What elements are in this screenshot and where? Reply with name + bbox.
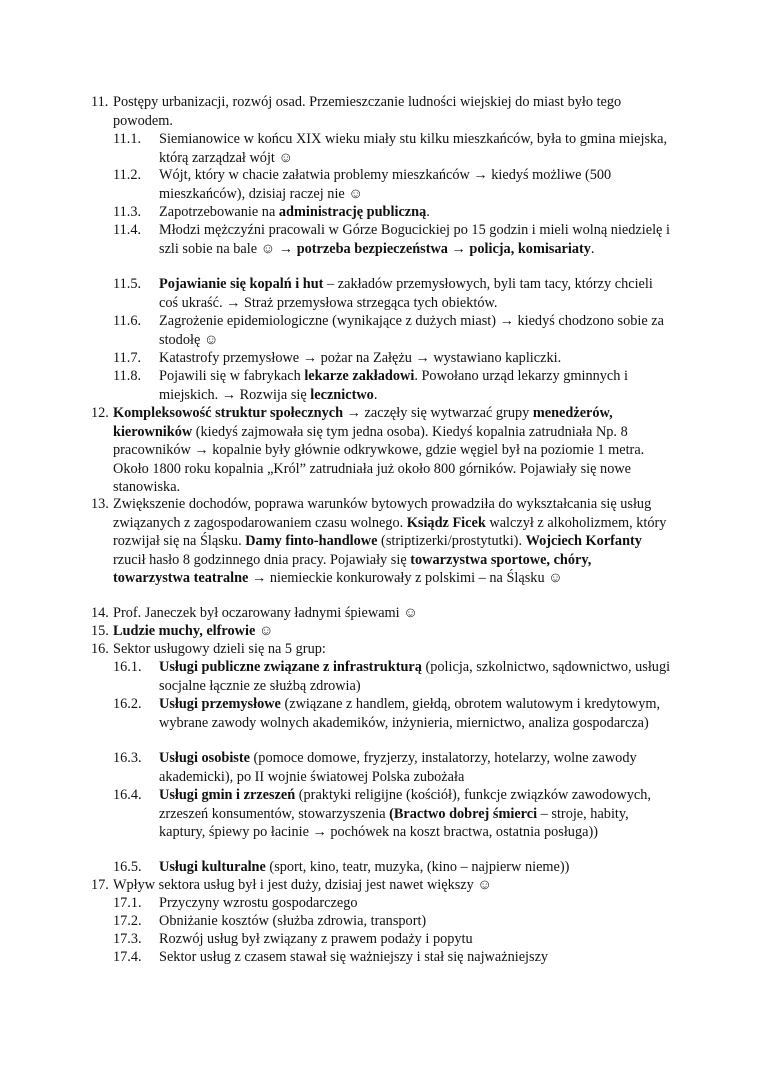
- item-number: 14.: [91, 605, 109, 621]
- item-text: Zwiększenie dochodów, poprawa warunków bytowych prowadziła do wykształcania się usług związanych z zagospodarowaniem czasu wolnego. Ksiądz Ficek walczył z alkoholizmem, który rozwijał się na Śląsku. Damy finto-handlowe (striptizerki/prostytutki). Wojciech Korfanty rzucił hasło 8 godzinnego dnia pracy. Pojawiały się towarzystwa sportowe, chóry, towarzystwa teatralne → niemieckie konkurowały z polskimi – na Śląsku ☺: [113, 496, 667, 587]
- list-item-17-1: [113, 894, 673, 913]
- item-number: 11.6.: [113, 313, 142, 329]
- item-text: Sektor usług z czasem stawał się ważniejszy i stał się najważniejszy: [159, 949, 549, 965]
- item-text: Siemianowice w końcu XIX wieku miały stu kilku mieszkańców, była to gmina miejska, którą zarządzał wójt ☺: [159, 131, 668, 166]
- item-number: 12.: [91, 405, 109, 421]
- list-item-11-1: [113, 130, 673, 167]
- list-item-14: [91, 604, 669, 623]
- item-number: 11.8.: [113, 368, 142, 384]
- list-item-11-6: [113, 312, 673, 349]
- list-item-16: [91, 640, 669, 659]
- item-text: Wójt, który w chacie załatwia problemy mieszkańców → kiedyś możliwe (500 mieszkańców), dzisiaj raczej nie ☺: [159, 167, 612, 202]
- item-number: 17.2.: [113, 913, 142, 929]
- item-number: 17.3.: [113, 931, 142, 947]
- list-item-16-5: [113, 858, 673, 877]
- item-text: Zagrożenie epidemiologiczne (wynikające z dużych miast) → kiedyś chodzono sobie za stodołę ☺: [159, 313, 664, 348]
- item-text: Przyczyny wzrostu gospodarczego: [159, 895, 358, 911]
- item-text: Postępy urbanizacji, rozwój osad. Przemieszczanie ludności wiejskiej do miast było tego powodem.: [113, 94, 622, 129]
- item-text: Sektor usługowy dzieli się na 5 grup:: [113, 641, 326, 657]
- item-text: Usługi gmin i zrzeszeń (praktyki religijne (kościół), funkcje związków zawodowych, zrzeszeń konsumentów, stowarzyszenia (Bractwo dobrej śmierci – stroje, habity, kaptury, śpiewy po łacinie → pochówek na koszt bractwa, ostatnia posługa)): [159, 787, 651, 841]
- item-number: 13.: [91, 496, 109, 512]
- list-item-11-2: [113, 166, 673, 203]
- list-item-12: [91, 404, 669, 497]
- list-item-16-3: [113, 749, 673, 786]
- item-number: 11.1.: [113, 131, 142, 147]
- item-number: 11.2.: [113, 167, 142, 183]
- item-text: Usługi publiczne związane z infrastrukturą (policja, szkolnictwo, sądownictwo, usługi socjalne łącznie ze służbą zdrowia): [159, 659, 671, 694]
- list-item-13: [91, 495, 669, 588]
- item-text: Pojawili się w fabrykach lekarze zakładowi. Powołano urząd lekarzy gminnych i miejskich. → Rozwija się lecznictwo.: [159, 368, 628, 403]
- item-text: Usługi przemysłowe (związane z handlem, giełdą, obrotem walutowym i kredytowym, wybrane zawody wolnych akademików, inżynieria, miernictwo, analiza gospodarcza): [159, 696, 661, 731]
- item-text: Zapotrzebowanie na administrację publiczną.: [159, 204, 430, 220]
- item-number: 15.: [91, 623, 109, 639]
- list-item-17-3: [113, 930, 673, 949]
- list-item-11: [91, 93, 669, 130]
- list-item-11-8: [113, 367, 673, 404]
- item-number: 17.4.: [113, 949, 142, 965]
- list-item-16-1: [113, 658, 673, 695]
- item-number: 11.: [91, 94, 109, 110]
- list-item-11-4: [113, 221, 673, 258]
- list-item-15: [91, 622, 669, 641]
- item-number: 16.2.: [113, 696, 142, 712]
- item-number: 16.5.: [113, 859, 142, 875]
- list-item-11-7: [113, 349, 673, 368]
- item-number: 17.1.: [113, 895, 142, 911]
- item-number: 17.: [91, 877, 109, 893]
- item-text: Katastrofy przemysłowe → pożar na Załężu → wystawiano kapliczki.: [159, 350, 562, 366]
- list-item-17-4: [113, 948, 673, 967]
- list-item-17: [91, 876, 669, 895]
- item-text: Kompleksowość struktur społecznych → zaczęły się wytwarzać grupy menedżerów, kierowników (kiedyś zajmowała się tym jedna osoba). Kiedyś kopalnia zatrudniała Np. 8 pracowników → kopalnie były głównie odkrywkowe, gdzie węgiel był na poziomie 1 metra. Około 1800 roku kopalnia „Król” zatrudniała już około 800 górników. Pojawiały się nowe stanowiska.: [113, 405, 645, 496]
- list-item-16-2: [113, 695, 673, 732]
- item-text: Młodzi mężczyźni pracowali w Górze Bogucickiej po 15 godzin i mieli wolną niedzielę i szli sobie na bale ☺ → potrzeba bezpieczeństwa → policja, komisariaty.: [159, 222, 670, 257]
- item-text: Pojawianie się kopalń i hut – zakładów przemysłowych, byli tam tacy, którzy chcieli coś ukraść. → Straż przemysłowa strzegąca tych obiektów.: [159, 276, 653, 311]
- item-text: Rozwój usług był związany z prawem podaży i popytu: [159, 931, 473, 947]
- list-item-17-2: [113, 912, 673, 931]
- list-item-11-3: [113, 203, 673, 222]
- item-number: 11.4.: [113, 222, 142, 238]
- item-text: Ludzie muchy, elfrowie ☺: [113, 623, 274, 639]
- item-number: 11.7.: [113, 350, 142, 366]
- item-number: 16.4.: [113, 787, 142, 803]
- item-number: 16.3.: [113, 750, 142, 766]
- item-text: Usługi osobiste (pomoce domowe, fryzjerzy, instalatorzy, hotelarzy, wolne zawody akademicki), po II wojnie światowej Polska zubożała: [159, 750, 637, 785]
- list-item-16-4: [113, 786, 673, 842]
- item-text: Prof. Janeczek był oczarowany ładnymi śpiewami ☺: [113, 605, 418, 621]
- item-text: Usługi kulturalne (sport, kino, teatr, muzyka, (kino – najpierw nieme)): [159, 859, 570, 875]
- item-number: 11.5.: [113, 276, 142, 292]
- item-number: 16.1.: [113, 659, 142, 675]
- item-text: Obniżanie kosztów (służba zdrowia, transport): [159, 913, 427, 929]
- list-item-11-5: [113, 275, 673, 312]
- item-text: Wpływ sektora usług był i jest duży, dzisiaj jest nawet większy ☺: [113, 877, 492, 893]
- item-number: 11.3.: [113, 204, 142, 220]
- item-number: 16.: [91, 641, 109, 657]
